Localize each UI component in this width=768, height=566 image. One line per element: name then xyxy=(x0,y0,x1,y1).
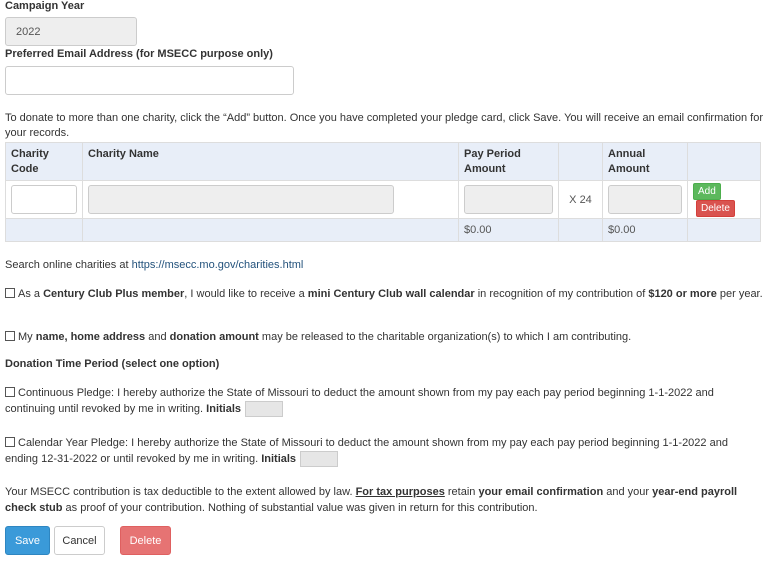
calendar-initials-label: Initials xyxy=(261,453,297,465)
continuous-initials-label: Initials xyxy=(206,403,242,415)
row-actions-cell xyxy=(688,181,761,219)
search-prefix: Search online charities at xyxy=(5,259,132,271)
totals-empty-1 xyxy=(6,219,83,242)
totals-empty-2 xyxy=(83,219,459,242)
continuous-initials-field[interactable] xyxy=(245,401,283,417)
tax-deductible-text xyxy=(5,484,763,516)
cc-text-2: , I would like to receive a xyxy=(184,288,308,300)
rel-bold-1: name, home address xyxy=(35,331,146,343)
tax-text-4: as proof of your contribution. Nothing of substantial value was given in return for this contribution. xyxy=(62,502,538,514)
annual-amount-field xyxy=(608,185,682,214)
pay-period-amount-cell xyxy=(459,181,559,219)
charity-name-field xyxy=(88,185,394,214)
tax-text-2: retain xyxy=(444,486,479,498)
release-info-option xyxy=(5,330,765,345)
table-header-row xyxy=(6,143,761,181)
annual-total: $0.00 xyxy=(603,219,688,242)
rel-bold-2: donation amount xyxy=(169,331,259,343)
header-charity-code: Charity Code xyxy=(6,143,83,181)
rel-text-2: and xyxy=(145,331,170,343)
calendar-pledge-checkbox[interactable] xyxy=(5,437,15,447)
continuous-pledge-checkbox[interactable] xyxy=(5,387,15,397)
release-info-checkbox[interactable] xyxy=(5,331,15,341)
tax-underline: For tax purposes xyxy=(355,486,445,498)
rel-text-3: may be released to the charitable organization(s) to which I am contributing. xyxy=(258,331,632,343)
century-club-option xyxy=(5,287,765,302)
header-charity-name: Charity Name xyxy=(83,143,459,181)
totals-empty-3 xyxy=(559,219,603,242)
header-multiplier xyxy=(559,143,603,181)
cc-text-3: in recognition of my contribution of xyxy=(474,288,649,300)
pledge-table xyxy=(5,142,761,242)
delete-button[interactable]: Delete xyxy=(120,526,171,555)
cc-bold-3: $120 or more xyxy=(648,288,717,300)
totals-row xyxy=(6,219,761,242)
totals-empty-4 xyxy=(688,219,761,242)
annual-amount-cell xyxy=(603,181,688,219)
campaign-year-field: 2022 xyxy=(5,17,137,46)
search-charities-text xyxy=(5,258,303,273)
pay-period-total: $0.00 xyxy=(459,219,559,242)
tax-text-1: Your MSECC contribution is tax deductible to the extent allowed by law. xyxy=(5,486,356,498)
email-field[interactable] xyxy=(5,66,294,95)
header-annual-amount: Annual Amount xyxy=(603,143,688,181)
cancel-button[interactable]: Cancel xyxy=(54,526,105,555)
instructions-text: To donate to more than one charity, click the “Add” button. Once you have completed your pledge card, click Save. You will receive an email confirmation for your records. xyxy=(5,112,763,139)
header-pay-period-amount: Pay Period Amount xyxy=(459,143,559,181)
multiplier-cell: X 24 xyxy=(559,181,603,219)
tax-bold-1: your email confirmation xyxy=(478,486,604,498)
charities-link[interactable]: https://msecc.mo.gov/charities.html xyxy=(131,259,304,271)
cc-bold-2: mini Century Club wall calendar xyxy=(307,288,475,300)
cc-text-1: As a xyxy=(18,288,44,300)
century-club-checkbox[interactable] xyxy=(5,288,15,298)
calendar-pledge-option xyxy=(5,435,761,467)
add-charity-button[interactable]: Add xyxy=(693,183,721,200)
table-row xyxy=(6,181,761,219)
tax-text-3: and your xyxy=(603,486,653,498)
header-actions xyxy=(688,143,761,181)
campaign-year-label: Campaign Year xyxy=(5,0,85,12)
delete-row-button[interactable]: Delete xyxy=(696,200,735,217)
tax-bold-2: year-end payroll check stub xyxy=(5,486,738,514)
charity-code-cell xyxy=(6,181,83,219)
calendar-pledge-text: Calendar Year Pledge: I hereby authorize the State of Missouri to deduct the amount shown from my pay each pay period beginning 1-1-2022 and ending 12-31-2022 or until revoked by me in writing. xyxy=(5,437,728,465)
continuous-pledge-text: Continuous Pledge: I hereby authorize the State of Missouri to deduct the amount shown from my pay each pay period beginning 1-1-2022 and continuing until revoked by me in writing. xyxy=(5,387,714,415)
charity-name-cell xyxy=(83,181,459,219)
save-button[interactable]: Save xyxy=(5,526,50,555)
cc-bold-1: Century Club Plus member xyxy=(43,288,185,300)
charity-code-input[interactable] xyxy=(11,185,77,214)
email-label: Preferred Email Address (for MSECC purpose only) xyxy=(5,48,273,60)
rel-text-1: My xyxy=(18,331,36,343)
continuous-pledge-option xyxy=(5,385,761,417)
pay-period-amount-field xyxy=(464,185,553,214)
cc-text-4: per year. xyxy=(716,288,763,300)
calendar-initials-field[interactable] xyxy=(300,451,338,467)
donation-period-heading: Donation Time Period (select one option) xyxy=(5,358,220,370)
